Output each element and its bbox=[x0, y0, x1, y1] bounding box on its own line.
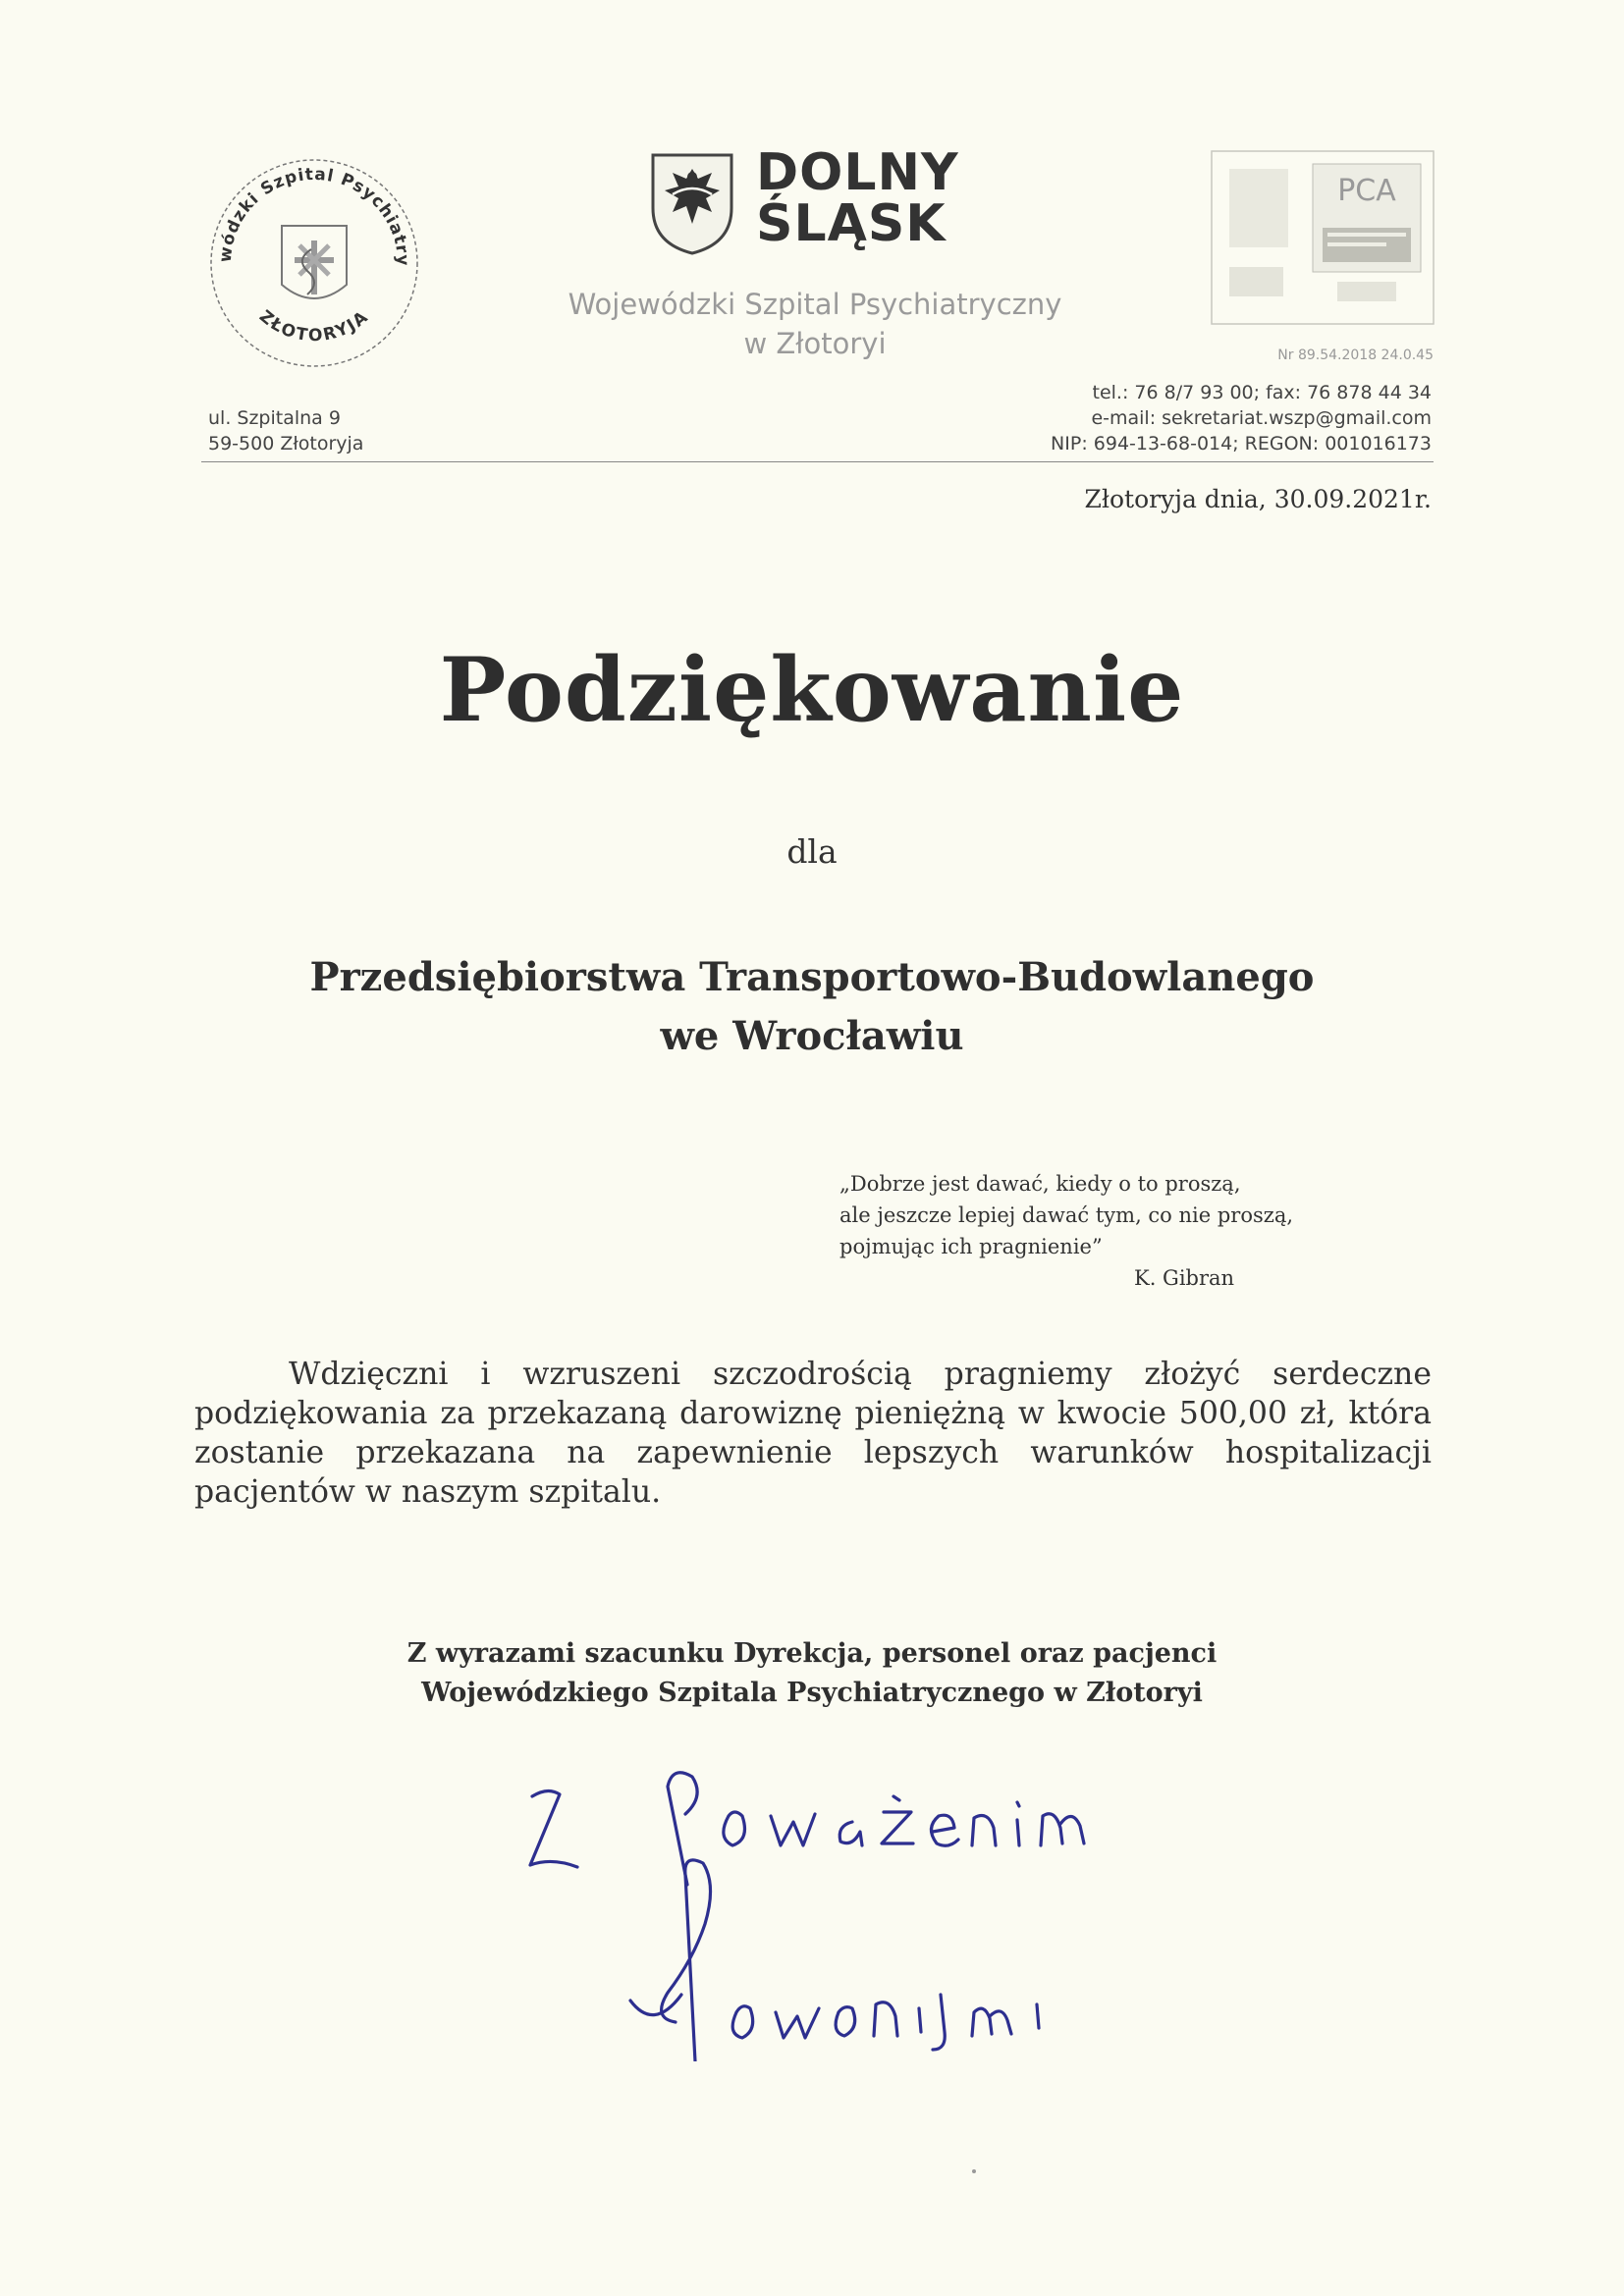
svg-text:ZŁOTORYJA: ZŁOTORYJA bbox=[255, 306, 373, 347]
region-name bbox=[756, 143, 959, 253]
handwritten-signature bbox=[471, 1737, 1178, 2061]
contact-block bbox=[884, 380, 1432, 456]
letter-paragraph: Wdzięczni i wzruszeni szczodrością pragniemy złożyć serdeczne podziękowania za przekazaną darowiznę pieniężną w kwocie 500,00 zł, która zostanie przekazana na zapewnienie lepszych warunków hospitalizacji pacjentów w naszym szpitalu. bbox=[194, 1357, 1432, 1510]
handwritten-signature-drawing bbox=[471, 1737, 1178, 2061]
certificate-mark-logo bbox=[1210, 149, 1435, 326]
header-divider bbox=[201, 461, 1434, 462]
svg-text:PCA: PCA bbox=[1337, 174, 1396, 208]
quote-line1: „Dobrze jest dawać, kiedy o to proszą, bbox=[839, 1172, 1241, 1196]
hospital-seal-logo bbox=[201, 147, 427, 373]
hospital-name-line1: Wojewódzki Szpital Psychiatryczny bbox=[568, 288, 1062, 321]
quote-author: K. Gibran bbox=[1134, 1266, 1235, 1290]
closing-line2: Wojewódzkiego Szpitala Psychiatrycznego w Złotoryi bbox=[421, 1678, 1203, 1708]
region-name-line2: ŚLĄSK bbox=[756, 194, 947, 253]
hospital-name bbox=[530, 285, 1100, 363]
document-subtitle: dla bbox=[786, 832, 838, 871]
certificate-number: Nr 89.54.2018 24.0.45 bbox=[1277, 347, 1434, 363]
contact-email: e-mail: sekretariat.wszp@gmail.com bbox=[1091, 407, 1432, 429]
letter-body bbox=[194, 1355, 1432, 1512]
quote-line3: pojmując ich pragnienie” bbox=[839, 1235, 1103, 1258]
hospital-name-line2: w Złotoryi bbox=[743, 327, 887, 360]
quote bbox=[839, 1168, 1350, 1294]
date-line: Złotoryja dnia, 30.09.2021r. bbox=[1084, 485, 1432, 513]
recipient-line2: we Wrocławiu bbox=[660, 1013, 964, 1059]
paper-speck bbox=[972, 2169, 976, 2173]
eagle-crest-icon bbox=[643, 147, 741, 255]
recipient-line1: Przedsiębiorstwa Transportowo-Budowlanego bbox=[309, 954, 1315, 1000]
contact-phone-fax: tel.: 76 8/7 93 00; fax: 76 878 44 34 bbox=[1092, 382, 1432, 403]
document-title: Podziękowanie bbox=[439, 638, 1185, 742]
recipient bbox=[0, 948, 1624, 1066]
address-street: ul. Szpitalna 9 bbox=[208, 407, 341, 429]
region-name-line1: DOLNY bbox=[756, 143, 959, 202]
address-city: 59-500 Złotoryja bbox=[208, 433, 364, 454]
hospital-address bbox=[208, 405, 363, 456]
closing bbox=[0, 1634, 1624, 1713]
hospital-seal bbox=[201, 147, 427, 373]
closing-line1: Z wyrazami szacunku Dyrekcja, personel oraz pacjenci bbox=[406, 1638, 1218, 1669]
quote-line2: ale jeszcze lepiej dawać tym, co nie proszą, bbox=[839, 1203, 1294, 1227]
certificate-mark bbox=[1210, 149, 1435, 326]
contact-nip-regon: NIP: 694-13-68-014; REGON: 001016173 bbox=[1051, 433, 1432, 454]
svg-text:Wojewódzki Szpital Psychiatryc: wódzki Szpital Psychiatry bbox=[215, 164, 413, 267]
